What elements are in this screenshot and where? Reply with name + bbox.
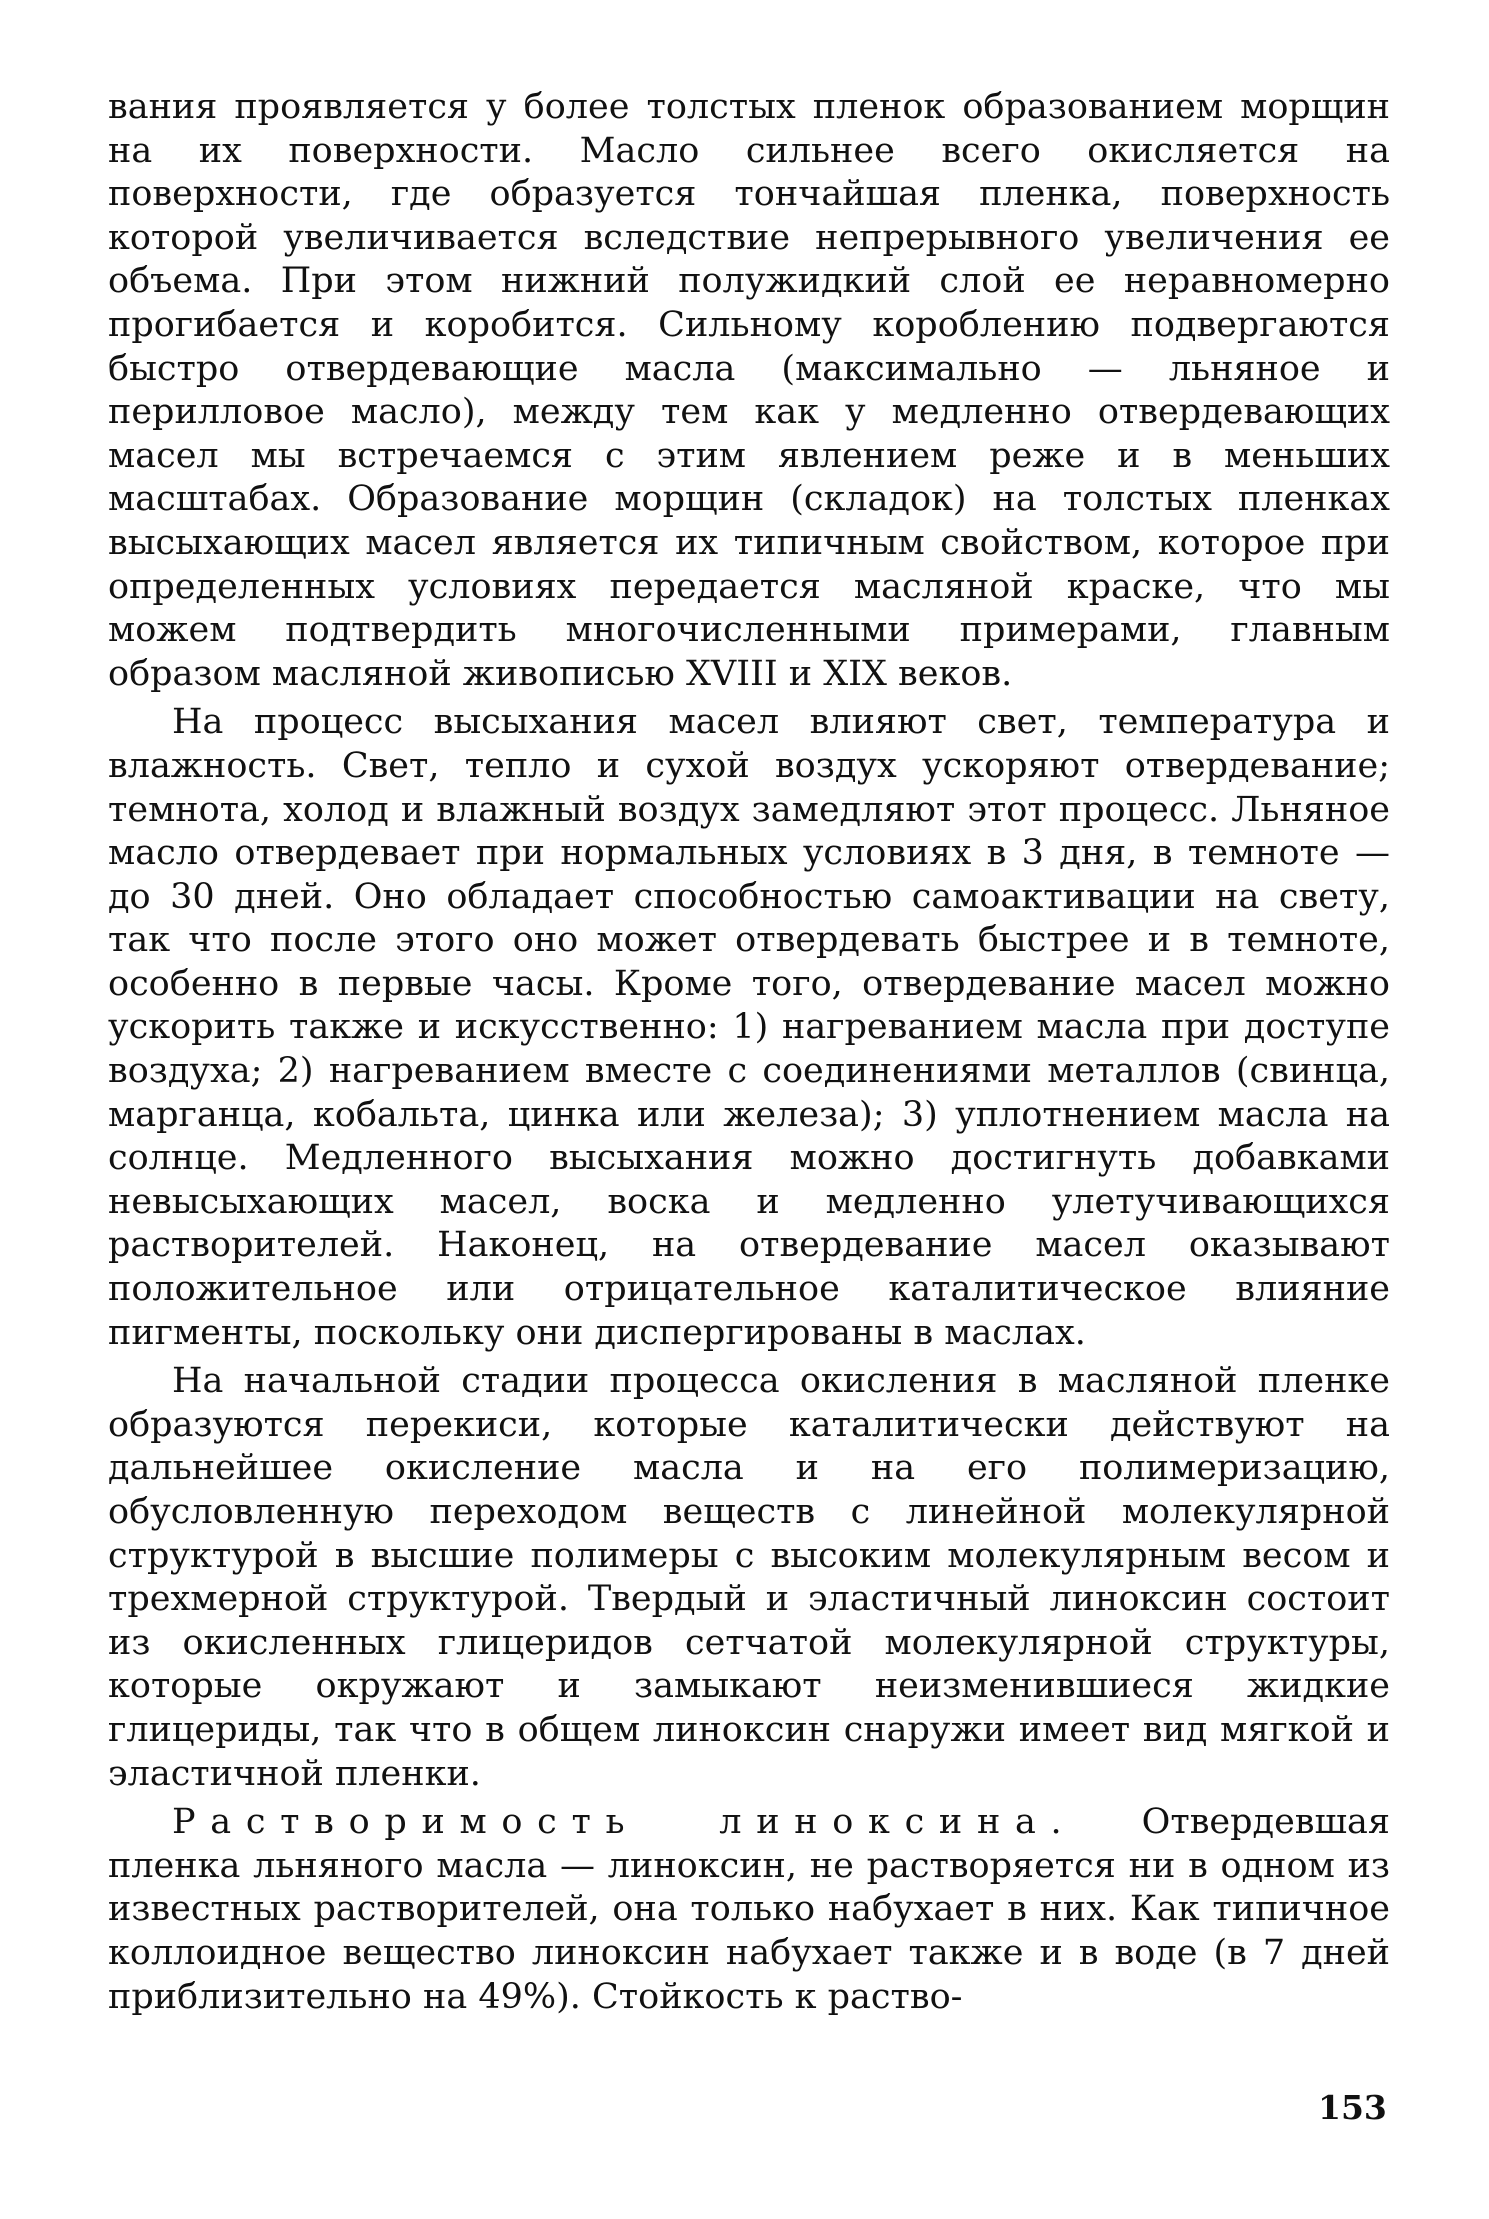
paragraph-1: вания проявляется у более толстых пленок образованием морщин на их поверхности. Масло сильнее всего окисляется на поверхности, где образуется тончайшая пленка, поверхность которой увеличивается вследствие непрерывного увеличения ее объема. При этом нижний полужидкий слой ее неравномерно прогибается и коробится. Сильному короблению подвергаются быстро отвердевающие масла (максимально — льняное и перилловое масло), между тем как у медленно отвердевающих масел мы встречаемся с этим явлением реже и в меньших масштабах. Образование морщин (складок) на толстых пленках высыхающих масел является их типичным свойством, которое при определенных условиях передается масляной краске, что мы можем подтвердить многочисленными примерами, главным образом масляной живописью XVIII и XIX веков. [108, 87, 1390, 694]
paragraph-4-text: Отвердевшая пленка льняного масла — линоксин, не растворяется ни в одном из известных растворителей, она только набухает в них. Как типичное коллоидное вещество линоксин набухает также и в воде (в 7 дней приблизительно на 49%). Стойкость к раство- [108, 1802, 1390, 2017]
page-number: 153 [1318, 2088, 1387, 2127]
section-heading: Растворимость линоксина. [172, 1802, 1077, 1843]
paragraph-3: На начальной стадии процесса окисления в масляной пленке образуются перекиси, которые каталитически действуют на дальнейшее окисление масла и на его полимеризацию, обусловленную переходом веществ с линейной молекулярной структурой в высшие полимеры с высоким молекулярным весом и трехмерной структурой. Твердый и эластичный линоксин состоит из окисленных глицеридов сетчатой молекулярной структуры, которые окружают и замыкают неизменившиеся жидкие глицериды, так что в общем линоксин снаружи имеет вид мягкой и эластичной пленки. [108, 1361, 1390, 1794]
paragraph-4 [108, 1801, 1390, 2019]
paragraph-2: На процесс высыхания масел влияют свет, температура и влажность. Свет, тепло и сухой воздух ускоряют отвердевание; темнота, холод и влажный воздух замедляют этот процесс. Льняное масло отвердевает при нормальных условиях в 3 дня, в темноте — до 30 дней. Оно обладает способностью самоактивации на свету, так что после этого оно может отвердевать быстрее и в темноте, особенно в первые часы. Кроме того, отвердевание масел можно ускорить также и искусственно: 1) нагреванием масла при доступе воздуха; 2) нагреванием вместе с соединениями металлов (свинца, марганца, кобальта, цинка или железа); 3) уплотнением масла на солнце. Медленного высыхания можно достигнуть добавками невысыхающих масел, воска и медленно улетучивающихся растворителей. Наконец, на отвердевание масел оказывают положительное или отрицательное каталитическое влияние пигменты, поскольку они диспергированы в маслах. [108, 702, 1390, 1353]
page-body [108, 86, 1390, 2019]
